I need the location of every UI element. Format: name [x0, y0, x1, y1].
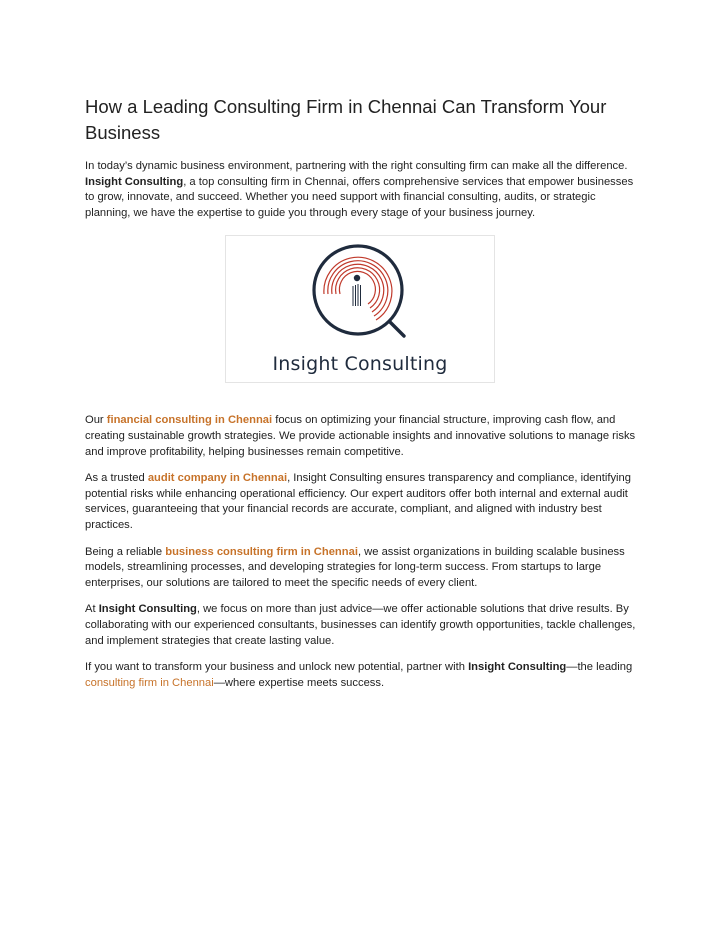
p2-text-2: , Insight Consulting ensures transparency and compliance, identifying potential risks while enhancing operational efficiency. Our expert auditors offer both internal and external audit services, guaranteeing that your financial records are accurate, compliant, and aligned with industry best practices. — [85, 472, 631, 531]
brand-name: Insight Consulting — [85, 175, 184, 188]
brand-name: Insight Consulting — [98, 603, 197, 616]
p5-text-1: If you want to transform your business and unlock new potential, partner with — [85, 661, 469, 674]
document-page — [85, 94, 641, 702]
p2-text-1: As a trusted — [85, 472, 148, 485]
consulting-firm-link[interactable]: consulting firm in Chennai — [85, 676, 214, 689]
p5-text-3: —where expertise meets success. — [213, 676, 385, 689]
p1-text-2: focus on optimizing your financial structure, improving cash flow, and creating sustainable growth strategies. We provide actionable insights and innovative solutions to manage risks and improve profitability, helping businesses remain competitive. — [85, 414, 636, 458]
intro-text-1: In today’s dynamic business environment, partnering with the right consulting firm can make all the difference. — [85, 160, 628, 172]
closing-paragraph — [85, 660, 641, 691]
page-title: How a Leading Consulting Firm in Chennai Can Transform Your Business — [85, 96, 607, 143]
p3-text-2: , we assist organizations in building scalable business models, streamlining processes, and developing strategies for long-term success. From startups to large enterprises, our solutions are tailored to meet the specific needs of every client. — [85, 545, 625, 589]
company-logo — [225, 235, 495, 383]
p1-text-1: Our — [85, 414, 107, 427]
logo-wordmark: Insight Consulting — [272, 353, 448, 376]
financial-consulting-link[interactable]: financial consulting in Chennai — [106, 414, 273, 427]
p5-text-2: —the leading — [566, 661, 633, 674]
insight-paragraph — [85, 602, 641, 649]
audit-company-link[interactable]: audit company in Chennai — [147, 472, 288, 485]
brand-name: Insight Consulting — [468, 661, 567, 674]
p4-text-2: , we focus on more than just advice—we offer actionable solutions that drive results. By collaborating with our experienced consultants, businesses can identify growth opportunities, tackle challenges, and implement strategies that create lasting value. — [85, 603, 636, 647]
financial-consulting-paragraph — [85, 413, 641, 460]
audit-paragraph — [85, 471, 641, 533]
intro-text-2: , a top consulting firm in Chennai, offers comprehensive services that empower businesses to grow, innovate, and succeed. Whether you need support with financial consulting, audits, or strategic planning, we have the expertise to guide you through every stage of your business journey. — [85, 175, 634, 219]
business-consulting-paragraph — [85, 545, 641, 592]
business-consulting-link[interactable]: business consulting firm in Chennai — [165, 545, 358, 558]
p3-text-1: Being a reliable — [85, 545, 166, 558]
p4-text-1: At — [85, 603, 99, 616]
intro-paragraph — [85, 159, 641, 221]
